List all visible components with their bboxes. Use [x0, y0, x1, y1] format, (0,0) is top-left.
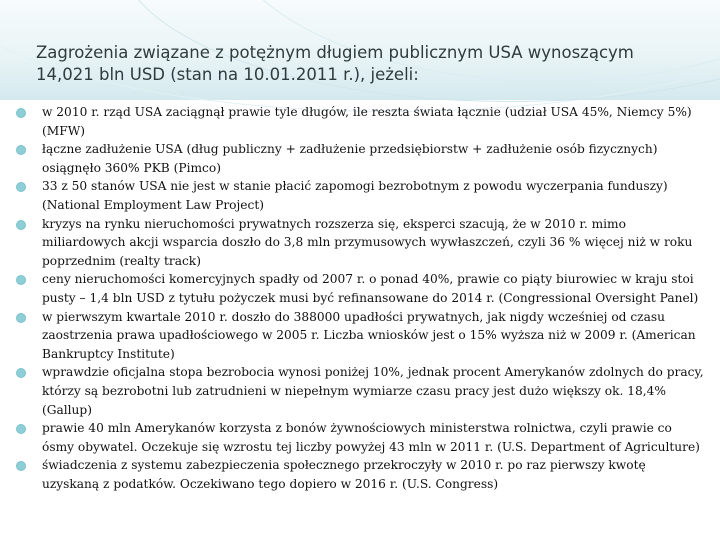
bullet-item — [0, 215, 720, 271]
bullet-dot-icon — [16, 368, 26, 378]
bullet-text: łączne zadłużenie USA (dług publiczny + zadłużenie przedsiębiorstw + zadłużenie osób fizycznych) osiągnęło 360% PKB (Pimco) — [42, 142, 658, 175]
bullet-text: ceny nieruchomości komercyjnych spadły od 2007 r. o ponad 40%, prawie co piąty biurowiec w kraju stoi pusty – 1,4 bln USD z tytułu pożyczek musi być refinansowane do 2014 r. (Congressional Oversight Panel) — [42, 272, 699, 305]
bullet-item — [0, 308, 720, 364]
bullet-text: w 2010 r. rząd USA zaciągnął prawie tyle długów, ile reszta świata łącznie (udział USA 45%, Niemcy 5%) (MFW) — [42, 105, 692, 138]
bullet-item — [0, 456, 720, 493]
bullet-item — [0, 363, 720, 419]
bullet-item — [0, 177, 720, 214]
bullet-text: wprawdzie oficjalna stopa bezrobocia wynosi poniżej 10%, jednak procent Amerykanów zdolnych do pracy, którzy są bezrobotni lub zatrudnieni w niepełnym wymiarze czasu pracy jest dużo większy ok. 18,4% (Gallup) — [42, 365, 704, 417]
bullet-dot-icon — [16, 461, 26, 471]
bullet-dot-icon — [16, 182, 26, 192]
bullet-item — [0, 270, 720, 307]
bullet-item — [0, 419, 720, 456]
bullet-list — [0, 103, 720, 493]
bullet-dot-icon — [16, 275, 26, 285]
bullet-item — [0, 140, 720, 177]
bullet-text: w pierwszym kwartale 2010 r. doszło do 388000 upadłości prywatnych, jak nigdy wcześniej od czasu zaostrzenia prawa upadłościowego w 2005 r. Liczba wniosków jest o 15% wyższa niż w 2009 r. (American Bankruptcy Institute) — [42, 309, 696, 361]
slide-title: Zagrożenia związane z potężnym długiem publicznym USA wynoszącym 14,021 bln USD (stan na 10.01.2011 r.), jeżeli: — [36, 43, 634, 84]
bullet-text: świadczenia z systemu zabezpieczenia społecznego przekroczyły w 2010 r. po raz pierwszy kwotę uzyskaną z podatków. Oczekiwano tego dopiero w 2016 r. (U.S. Congress) — [42, 458, 646, 491]
bullet-item — [0, 103, 720, 140]
bullet-dot-icon — [16, 313, 26, 323]
bullet-text: prawie 40 mln Amerykanów korzysta z bonów żywnościowych ministerstwa rolnictwa, czyli prawie co ósmy obywatel. Oczekuje się wzrostu tej liczby powyżej 43 mln w 2011 r. (U.S. Department of Agriculture) — [42, 421, 700, 454]
bullet-dot-icon — [16, 424, 26, 434]
bullet-text: 33 z 50 stanów USA nie jest w stanie płacić zapomogi bezrobotnym z powodu wyczerpania funduszy) (National Employment Law Project) — [42, 179, 668, 212]
bullet-dot-icon — [16, 220, 26, 230]
bullet-text: kryzys na rynku nieruchomości prywatnych rozszerza się, eksperci szacują, że w 2010 r. mimo miliardowych akcji wsparcia doszło do 3,8 mln przymusowych wywłaszczeń, czyli 36 % więcej niż w roku poprzednim (realty track) — [42, 216, 693, 268]
bullet-dot-icon — [16, 108, 26, 118]
bullet-dot-icon — [16, 145, 26, 155]
